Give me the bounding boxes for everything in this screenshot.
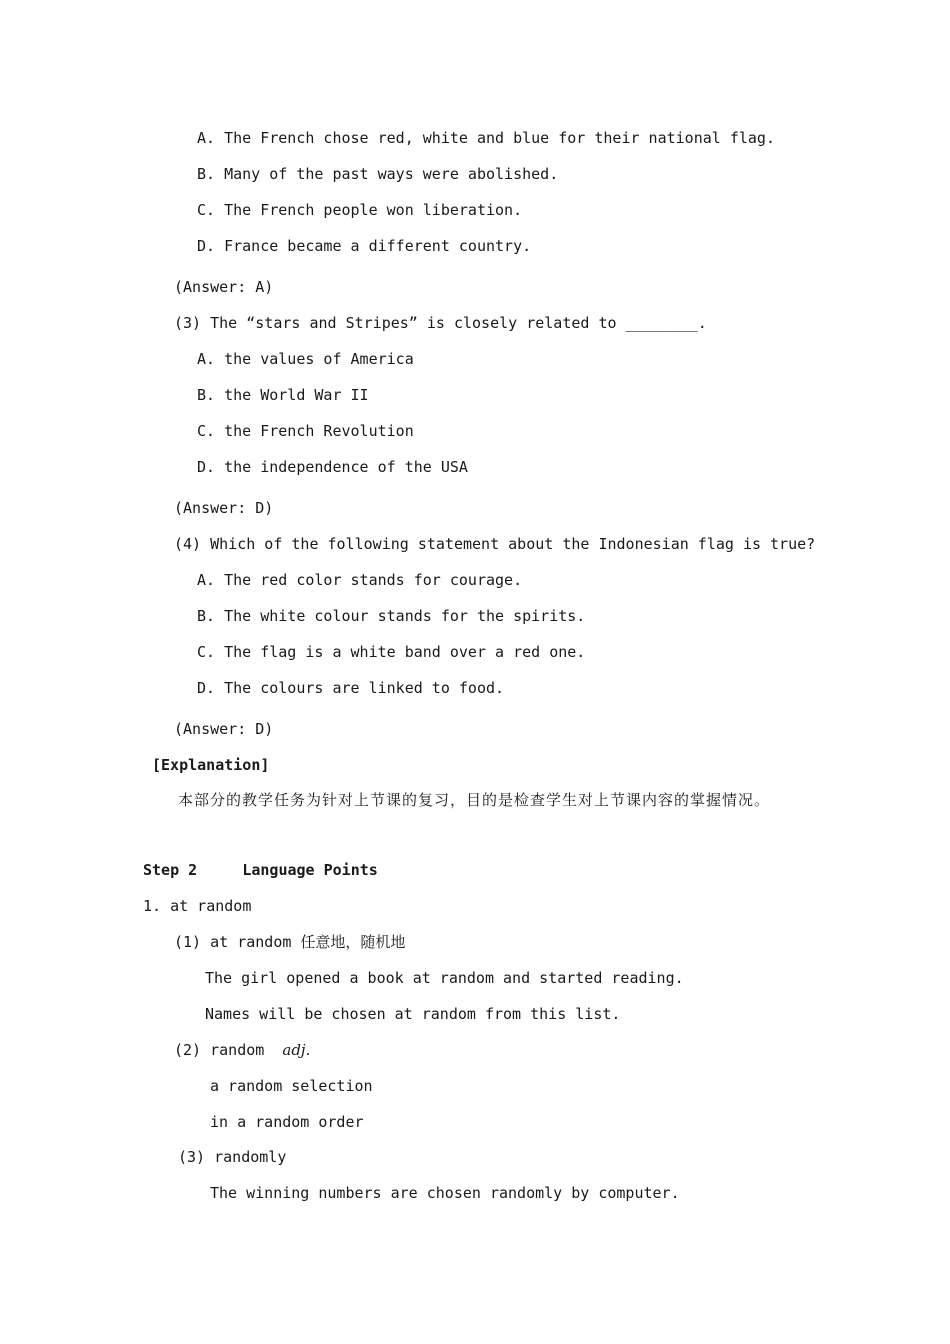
q4-option-a: A. The red color stands for courage. bbox=[197, 571, 523, 589]
q3-option-d: D. the independence of the USA bbox=[197, 458, 468, 476]
explanation-text: 本部分的教学任务为针对上节课的复习，目的是检查学生对上节课内容的掌握情况。 bbox=[178, 791, 771, 809]
q2-answer: (Answer: A) bbox=[174, 278, 274, 296]
q2-option-b: B. Many of the past ways were abolished. bbox=[197, 165, 559, 183]
sub2-example-1: a random selection bbox=[210, 1077, 373, 1095]
q3-option-a: A. the values of America bbox=[197, 350, 414, 368]
q2-option-a: A. The French chose red, white and blue for their national flag. bbox=[197, 129, 775, 147]
q3-answer: (Answer: D) bbox=[174, 499, 274, 517]
q2-option-c: C. The French people won liberation. bbox=[197, 201, 523, 219]
q3-option-b: B. the World War II bbox=[197, 386, 369, 404]
sub1-example-2: Names will be chosen at random from this list. bbox=[205, 1005, 621, 1023]
explanation-heading: [Explanation] bbox=[152, 756, 270, 774]
sub2-label-text: (2) random bbox=[174, 1041, 274, 1059]
sub2-pos: adj. bbox=[282, 1041, 311, 1059]
sub3-example-1: The winning numbers are chosen randomly by computer. bbox=[210, 1184, 680, 1202]
step2-heading: Step 2 Language Points bbox=[143, 861, 378, 879]
q4-option-c: C. The flag is a white band over a red one. bbox=[197, 643, 586, 661]
q4-option-d: D. The colours are linked to food. bbox=[197, 679, 505, 697]
sub1-example-1: The girl opened a book at random and started reading. bbox=[205, 969, 684, 987]
q2-option-d: D. France became a different country. bbox=[197, 237, 532, 255]
q4-answer: (Answer: D) bbox=[174, 720, 274, 738]
sub1-label: (1) at random 任意地，随机地 bbox=[174, 933, 406, 951]
q4-question: (4) Which of the following statement about the Indonesian flag is true? bbox=[174, 535, 816, 553]
sub2-label bbox=[174, 1040, 310, 1060]
q3-question: (3) The “stars and Stripes” is closely related to ________. bbox=[174, 314, 707, 332]
q3-option-c: C. the French Revolution bbox=[197, 422, 414, 440]
sub2-example-2: in a random order bbox=[210, 1113, 364, 1131]
item1-title: 1. at random bbox=[143, 897, 252, 915]
sub3-label: (3) randomly bbox=[178, 1148, 287, 1166]
q4-option-b: B. The white colour stands for the spirits. bbox=[197, 607, 586, 625]
